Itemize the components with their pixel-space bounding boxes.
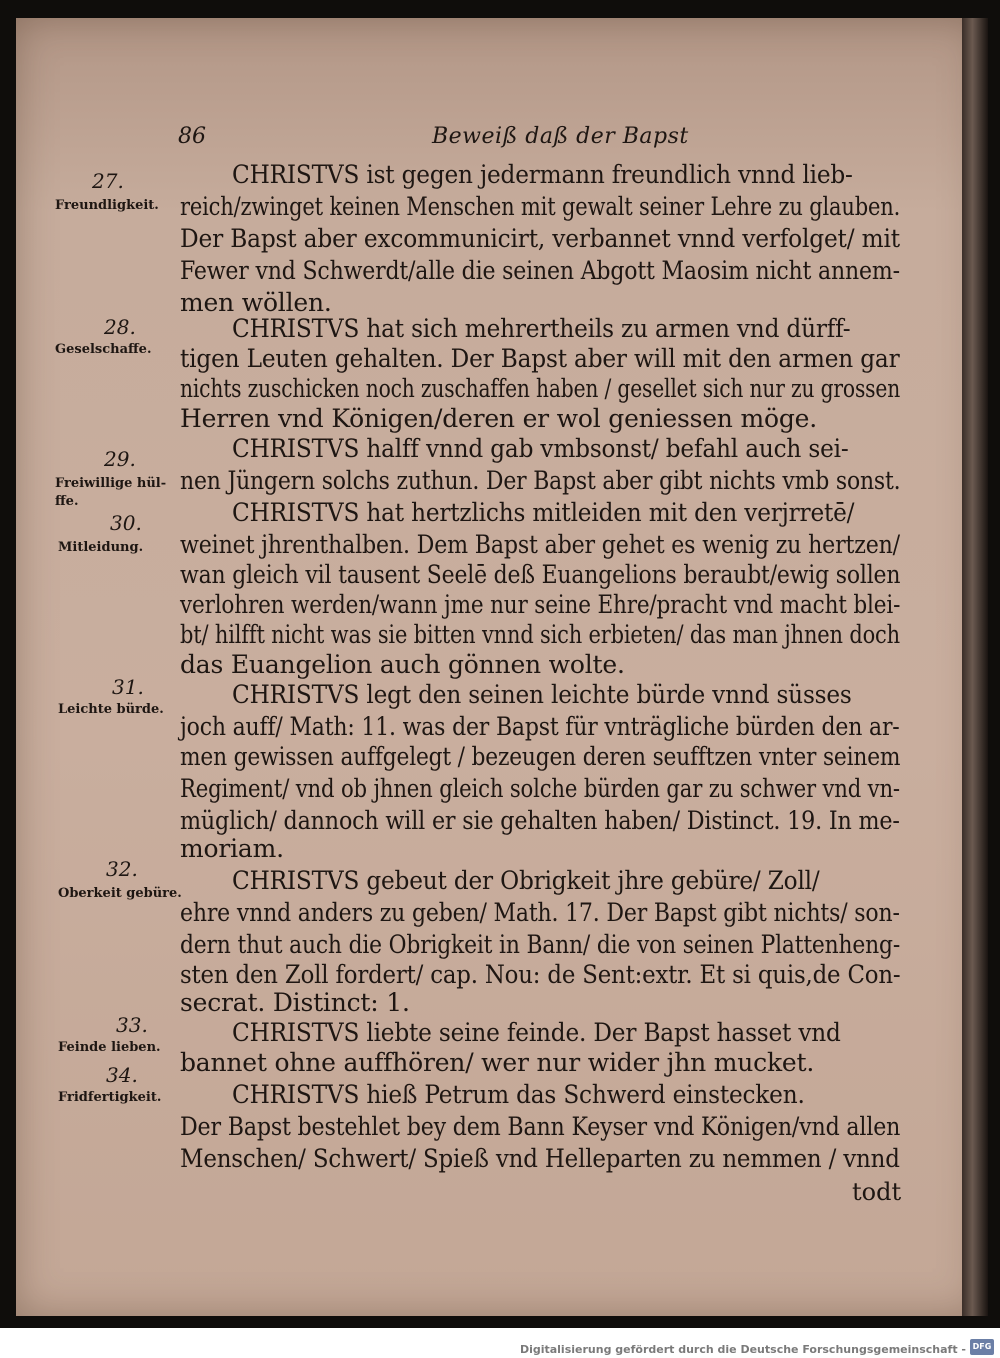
margin-note-label: Feinde lieben. [58,1040,161,1055]
text-line: secrat. Distinct: 1. [180,988,410,1017]
text-line: bannet ohne auffhören/ wer nur wider jhn mucket. [180,1048,815,1077]
margin-note-label: ffe. [55,494,79,509]
text-line: CHRISTVS hat hertzlichs mitleiden mit den verjrretē/ [232,498,855,527]
margin-note-label: Geselschaffe. [55,342,152,357]
text-line: Fewer vnd Schwerdt/alle die seinen Abgott Maosim nicht annem- [180,256,900,285]
dfg-logo-icon: DFG [970,1339,994,1355]
margin-note-label: Leichte bürde. [58,702,164,717]
text-line: Regiment/ vnd ob jhnen gleich solche bürden gar zu schwer vnd vn- [180,774,900,803]
footer-credit: Digitalisierung gefördert durch die Deutsche Forschungsgemeinschaft - [519,1343,966,1356]
text-line: tigen Leuten gehalten. Der Bapst aber will mit den armen gar [180,344,900,373]
page-header [178,124,698,156]
margin-note-label: Mitleidung. [58,540,144,555]
margin-note-label: Fridfertigkeit. [58,1090,162,1105]
text-line: CHRISTVS hieß Petrum das Schwerd einstecken. [232,1080,805,1109]
text-line: Der Bapst aber excommunicirt, verbannet vnnd verfolget/ mit [180,224,900,253]
text-line: CHRISTVS gebeut der Obrigkeit jhre gebüre/ Zoll/ [232,866,820,895]
text-line: CHRISTVS legt den seinen leichte bürde vnnd süsses [232,680,852,709]
text-line: CHRISTVS liebte seine feinde. Der Bapst hasset vnd [232,1018,841,1047]
running-head: Beweiß daß der Bapst [432,124,689,149]
text-line: moriam. [180,834,284,863]
text-line: weinet jhrenthalben. Dem Bapst aber gehet es wenig zu hertzen/ [180,530,900,559]
text-line: verlohren werden/wann jme nur seine Ehre/pracht vnd macht blei- [180,590,901,619]
text-line: nen Jüngern solchs zuthun. Der Bapst aber gibt nichts vmb sonst. [180,466,901,495]
catchword: todt [852,1178,902,1206]
page-edge [962,18,988,1316]
margin-note-number: 32. [106,857,138,881]
margin-note-number: 28. [104,315,136,339]
margin-note-number: 33. [116,1013,148,1037]
text-line: bt/ hilfft nicht was sie bitten vnnd sich erbieten/ das man jhnen doch [180,620,900,649]
margin-note-label: Oberkeit gebüre. [58,886,182,901]
margin-note-label: Freundligkeit. [55,198,159,213]
text-line: dern thut auch die Obrigkeit in Bann/ die von seinen Plattenheng- [180,930,901,959]
text-line: wan gleich vil tausent Seelē deß Euangelions beraubt/ewig sollen [180,560,901,589]
page-number: 86 [178,124,206,149]
text-line: nichts zuschicken noch zuschaffen haben / gesellet sich nur zu grossen [180,374,901,403]
text-line: Herren vnd Königen/deren er wol geniessen möge. [180,404,817,433]
text-line: men gewissen auffgelegt / bezeugen deren seufftzen vnter seinem [180,742,901,771]
margin-note-label: Freiwillige hül- [55,476,167,491]
text-line: CHRISTVS halff vnnd gab vmbsonst/ befahl auch sei- [232,434,849,463]
margin-note-number: 29. [104,447,136,471]
text-line: joch auff/ Math: 11. was der Bapst für vnträgliche bürden den ar- [180,712,900,741]
text-line: men wöllen. [180,288,332,317]
margin-note-number: 27. [92,169,124,193]
margin-note-number: 34. [106,1063,138,1087]
text-line: Menschen/ Schwert/ Spieß vnd Helleparten zu nemmen / vnnd [180,1144,900,1173]
margin-note-number: 31. [112,675,144,699]
text-line: CHRISTVS ist gegen jedermann freundlich vnnd lieb- [232,160,853,189]
margin-note-number: 30. [110,511,142,535]
text-line: das Euangelion auch gönnen wolte. [180,650,625,679]
text-line: ehre vnnd anders zu geben/ Math. 17. Der Bapst gibt nichts/ son- [180,898,900,927]
text-line: CHRISTVS hat sich mehrertheils zu armen vnd dürff- [232,314,851,343]
text-line: sten den Zoll fordert/ cap. Nou: de Sent:extr. Et si quis,de Con- [180,960,901,989]
text-line: Der Bapst bestehlet bey dem Bann Keyser vnd Königen/vnd allen [180,1112,901,1141]
text-line: müglich/ dannoch will er sie gehalten haben/ Distinct. 19. In me- [180,806,900,835]
text-line: reich/zwinget keinen Menschen mit gewalt seiner Lehre zu glauben. [180,192,901,221]
